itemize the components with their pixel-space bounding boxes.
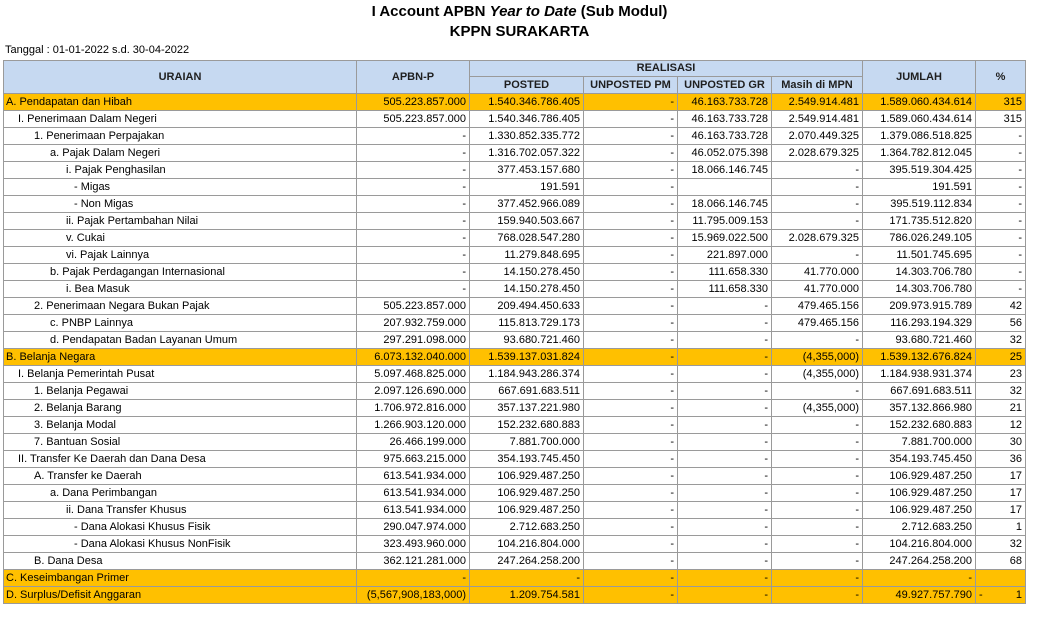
cell-unposted-gr: - — [678, 298, 772, 315]
cell-apbnp: - — [357, 570, 470, 587]
cell-jumlah: 11.501.745.695 — [863, 247, 976, 264]
cell-unposted-pm: - — [584, 213, 678, 230]
cell-unposted-gr: - — [678, 451, 772, 468]
cell-unposted-pm: - — [584, 315, 678, 332]
table-row — [4, 519, 1026, 536]
cell-apbnp: 613.541.934.000 — [357, 485, 470, 502]
cell-pct — [976, 570, 1026, 587]
cell-uraian: ii. Dana Transfer Khusus — [4, 502, 357, 519]
cell-unposted-gr: 46.163.733.728 — [678, 111, 772, 128]
cell-apbnp: 207.932.759.000 — [357, 315, 470, 332]
cell-unposted-pm: - — [584, 332, 678, 349]
cell-pct: 32 — [976, 536, 1026, 553]
cell-apbnp: - — [357, 162, 470, 179]
cell-pct: 30 — [976, 434, 1026, 451]
cell-posted: 2.712.683.250 — [470, 519, 584, 536]
cell-masih-mpn: (4,355,000) — [772, 349, 863, 366]
cell-masih-mpn: 2.028.679.325 — [772, 230, 863, 247]
cell-apbnp: 613.541.934.000 — [357, 502, 470, 519]
cell-unposted-pm: - — [584, 162, 678, 179]
cell-posted: 667.691.683.511 — [470, 383, 584, 400]
cell-jumlah: 7.881.700.000 — [863, 434, 976, 451]
cell-apbnp: - — [357, 196, 470, 213]
table-row — [4, 434, 1026, 451]
cell-jumlah: 1.364.782.812.045 — [863, 145, 976, 162]
cell-masih-mpn: - — [772, 247, 863, 264]
col-unposted-gr: UNPOSTED GR — [678, 77, 772, 94]
cell-posted: 354.193.745.450 — [470, 451, 584, 468]
cell-masih-mpn: (4,355,000) — [772, 366, 863, 383]
cell-uraian: 7. Bantuan Sosial — [4, 434, 357, 451]
cell-masih-mpn: - — [772, 451, 863, 468]
cell-jumlah: 1.184.938.931.374 — [863, 366, 976, 383]
table-row — [4, 179, 1026, 196]
cell-apbnp: - — [357, 145, 470, 162]
cell-posted: 768.028.547.280 — [470, 230, 584, 247]
cell-jumlah: 116.293.194.329 — [863, 315, 976, 332]
table-row — [4, 315, 1026, 332]
cell-pct: - — [976, 281, 1026, 298]
table-row — [4, 570, 1026, 587]
cell-apbnp: - — [357, 264, 470, 281]
table-row — [4, 332, 1026, 349]
cell-unposted-gr: 46.163.733.728 — [678, 94, 772, 111]
cell-uraian: 1. Belanja Pegawai — [4, 383, 357, 400]
cell-posted: 7.881.700.000 — [470, 434, 584, 451]
cell-unposted-gr: 111.658.330 — [678, 281, 772, 298]
cell-masih-mpn: 2.028.679.325 — [772, 145, 863, 162]
cell-masih-mpn: 479.465.156 — [772, 298, 863, 315]
cell-pct: 36 — [976, 451, 1026, 468]
cell-uraian: i. Bea Masuk — [4, 281, 357, 298]
cell-posted: 11.279.848.695 — [470, 247, 584, 264]
cell-masih-mpn: - — [772, 417, 863, 434]
cell-masih-mpn: 41.770.000 — [772, 281, 863, 298]
cell-pct: 17 — [976, 485, 1026, 502]
cell-unposted-gr: 221.897.000 — [678, 247, 772, 264]
cell-unposted-gr: - — [678, 570, 772, 587]
cell-uraian: 1. Penerimaan Perpajakan — [4, 128, 357, 145]
cell-jumlah: 191.591 — [863, 179, 976, 196]
cell-uraian: I. Belanja Pemerintah Pusat — [4, 366, 357, 383]
cell-unposted-pm: - — [584, 434, 678, 451]
cell-jumlah: 395.519.112.834 — [863, 196, 976, 213]
cell-uraian: c. PNBP Lainnya — [4, 315, 357, 332]
cell-apbnp: 975.663.215.000 — [357, 451, 470, 468]
table-row — [4, 587, 1026, 604]
cell-posted: 1.316.702.057.322 — [470, 145, 584, 162]
cell-posted: 1.540.346.786.405 — [470, 111, 584, 128]
cell-pct: 21 — [976, 400, 1026, 417]
cell-masih-mpn: - — [772, 587, 863, 604]
cell-unposted-pm: - — [584, 298, 678, 315]
cell-unposted-pm: - — [584, 179, 678, 196]
cell-pct: - — [976, 213, 1026, 230]
cell-apbnp: 297.291.098.000 — [357, 332, 470, 349]
cell-pct: 1 — [976, 519, 1026, 536]
cell-pct: - — [976, 247, 1026, 264]
cell-unposted-pm: - — [584, 111, 678, 128]
cell-unposted-pm: - — [584, 519, 678, 536]
cell-masih-mpn: - — [772, 213, 863, 230]
cell-pct: - — [976, 179, 1026, 196]
cell-unposted-gr: 15.969.022.500 — [678, 230, 772, 247]
cell-jumlah: 14.303.706.780 — [863, 264, 976, 281]
cell-pct: - — [976, 162, 1026, 179]
table-row — [4, 502, 1026, 519]
cell-unposted-pm: - — [584, 536, 678, 553]
table-row — [4, 553, 1026, 570]
cell-unposted-gr: - — [678, 536, 772, 553]
cell-masih-mpn: - — [772, 485, 863, 502]
cell-uraian: - Dana Alokasi Khusus NonFisik — [4, 536, 357, 553]
cell-uraian: B. Dana Desa — [4, 553, 357, 570]
cell-uraian: v. Cukai — [4, 230, 357, 247]
cell-jumlah: 1.589.060.434.614 — [863, 94, 976, 111]
table-row — [4, 196, 1026, 213]
table-row — [4, 400, 1026, 417]
cell-uraian: A. Transfer ke Daerah — [4, 468, 357, 485]
table-row — [4, 111, 1026, 128]
cell-uraian: a. Dana Perimbangan — [4, 485, 357, 502]
cell-unposted-pm: - — [584, 417, 678, 434]
cell-apbnp: (5,567,908,183,000) — [357, 587, 470, 604]
cell-jumlah: 1.379.086.518.825 — [863, 128, 976, 145]
cell-masih-mpn: - — [772, 553, 863, 570]
table-row — [4, 247, 1026, 264]
table-row — [4, 485, 1026, 502]
cell-unposted-gr: 11.795.009.153 — [678, 213, 772, 230]
cell-pct: 17 — [976, 468, 1026, 485]
apbn-table — [3, 60, 1026, 604]
cell-uraian: 2. Belanja Barang — [4, 400, 357, 417]
cell-apbnp: 5.097.468.825.000 — [357, 366, 470, 383]
cell-unposted-pm: - — [584, 485, 678, 502]
cell-masih-mpn: 479.465.156 — [772, 315, 863, 332]
cell-unposted-gr: - — [678, 366, 772, 383]
cell-uraian: II. Transfer Ke Daerah dan Dana Desa — [4, 451, 357, 468]
cell-uraian: - Non Migas — [4, 196, 357, 213]
cell-apbnp: - — [357, 281, 470, 298]
cell-unposted-gr: 46.163.733.728 — [678, 128, 772, 145]
col-masih-mpn: Masih di MPN — [772, 77, 863, 94]
cell-uraian: D. Surplus/Defisit Anggaran — [4, 587, 357, 604]
col-unposted-pm: UNPOSTED PM — [584, 77, 678, 94]
cell-posted: 106.929.487.250 — [470, 468, 584, 485]
cell-masih-mpn: - — [772, 162, 863, 179]
cell-posted: 159.940.503.667 — [470, 213, 584, 230]
cell-unposted-gr: - — [678, 502, 772, 519]
col-realisasi: REALISASI — [470, 61, 863, 77]
cell-pct: 315 — [976, 111, 1026, 128]
cell-posted: 377.452.966.089 — [470, 196, 584, 213]
cell-unposted-pm: - — [584, 383, 678, 400]
cell-unposted-gr: 18.066.146.745 — [678, 162, 772, 179]
cell-unposted-pm: - — [584, 128, 678, 145]
cell-unposted-pm: - — [584, 502, 678, 519]
cell-pct: - — [976, 230, 1026, 247]
cell-masih-mpn: 2.549.914.481 — [772, 94, 863, 111]
cell-jumlah: 152.232.680.883 — [863, 417, 976, 434]
cell-apbnp: 1.266.903.120.000 — [357, 417, 470, 434]
cell-posted: 1.209.754.581 — [470, 587, 584, 604]
cell-jumlah: 395.519.304.425 — [863, 162, 976, 179]
cell-jumlah: 14.303.706.780 — [863, 281, 976, 298]
cell-apbnp: 1.706.972.816.000 — [357, 400, 470, 417]
cell-masih-mpn: - — [772, 383, 863, 400]
cell-apbnp: - — [357, 179, 470, 196]
cell-pct: 12 — [976, 417, 1026, 434]
cell-unposted-gr: - — [678, 332, 772, 349]
cell-posted: 357.137.221.980 — [470, 400, 584, 417]
col-posted: POSTED — [470, 77, 584, 94]
cell-unposted-gr: - — [678, 383, 772, 400]
cell-unposted-gr: - — [678, 519, 772, 536]
cell-unposted-pm: - — [584, 264, 678, 281]
table-row — [4, 94, 1026, 111]
table-row — [4, 468, 1026, 485]
col-uraian: URAIAN — [4, 61, 357, 94]
cell-unposted-pm: - — [584, 570, 678, 587]
cell-pct: 32 — [976, 383, 1026, 400]
cell-unposted-pm: - — [584, 553, 678, 570]
cell-apbnp: 290.047.974.000 — [357, 519, 470, 536]
cell-unposted-pm: - — [584, 145, 678, 162]
cell-unposted-pm: - — [584, 349, 678, 366]
cell-posted: 209.494.450.633 — [470, 298, 584, 315]
cell-masih-mpn: (4,355,000) — [772, 400, 863, 417]
cell-posted: 1.184.943.286.374 — [470, 366, 584, 383]
cell-pct-prefix: - — [979, 589, 983, 601]
cell-unposted-pm: - — [584, 451, 678, 468]
cell-posted: 115.813.729.173 — [470, 315, 584, 332]
table-row — [4, 417, 1026, 434]
cell-masih-mpn: - — [772, 570, 863, 587]
cell-jumlah: 247.264.258.200 — [863, 553, 976, 570]
cell-posted: 14.150.278.450 — [470, 281, 584, 298]
cell-unposted-pm: - — [584, 247, 678, 264]
cell-unposted-gr: - — [678, 400, 772, 417]
cell-jumlah: 357.132.866.980 — [863, 400, 976, 417]
cell-uraian: C. Keseimbangan Primer — [4, 570, 357, 587]
cell-apbnp: 362.121.281.000 — [357, 553, 470, 570]
cell-pct: 42 — [976, 298, 1026, 315]
cell-masih-mpn: - — [772, 536, 863, 553]
cell-jumlah: 93.680.721.460 — [863, 332, 976, 349]
cell-uraian: b. Pajak Perdagangan Internasional — [4, 264, 357, 281]
cell-uraian: 3. Belanja Modal — [4, 417, 357, 434]
cell-uraian: 2. Penerimaan Negara Bukan Pajak — [4, 298, 357, 315]
cell-jumlah: 49.927.757.790 — [863, 587, 976, 604]
cell-uraian: I. Penerimaan Dalam Negeri — [4, 111, 357, 128]
cell-jumlah: 171.735.512.820 — [863, 213, 976, 230]
cell-masih-mpn: - — [772, 434, 863, 451]
cell-jumlah: 106.929.487.250 — [863, 485, 976, 502]
cell-pct: - — [976, 128, 1026, 145]
cell-jumlah: 106.929.487.250 — [863, 502, 976, 519]
table-row — [4, 162, 1026, 179]
cell-jumlah: 1.539.132.676.824 — [863, 349, 976, 366]
report-title: I Account APBN Year to Date (Sub Modul) — [371, 3, 668, 20]
table-row — [4, 281, 1026, 298]
cell-unposted-gr: - — [678, 434, 772, 451]
cell-apbnp: - — [357, 247, 470, 264]
cell-uraian: a. Pajak Dalam Negeri — [4, 145, 357, 162]
cell-masih-mpn: - — [772, 519, 863, 536]
cell-unposted-gr: 46.052.075.398 — [678, 145, 772, 162]
col-apbnp: APBN-P — [357, 61, 470, 94]
cell-unposted-gr: - — [678, 587, 772, 604]
cell-uraian: vi. Pajak Lainnya — [4, 247, 357, 264]
cell-apbnp: - — [357, 230, 470, 247]
table-row — [4, 536, 1026, 553]
cell-uraian: ii. Pajak Pertambahan Nilai — [4, 213, 357, 230]
table-row — [4, 383, 1026, 400]
table-body — [4, 94, 1026, 604]
cell-uraian: B. Belanja Negara — [4, 349, 357, 366]
cell-apbnp: 323.493.960.000 — [357, 536, 470, 553]
cell-posted: 1.330.852.335.772 — [470, 128, 584, 145]
table-row — [4, 264, 1026, 281]
cell-pct: - — [976, 264, 1026, 281]
cell-pct: 17 — [976, 502, 1026, 519]
cell-pct: 68 — [976, 553, 1026, 570]
cell-uraian: A. Pendapatan dan Hibah — [4, 94, 357, 111]
cell-posted: 1.539.137.031.824 — [470, 349, 584, 366]
cell-unposted-gr: - — [678, 553, 772, 570]
cell-unposted-gr: - — [678, 485, 772, 502]
cell-unposted-gr: - — [678, 349, 772, 366]
table-row — [4, 230, 1026, 247]
cell-masih-mpn: - — [772, 502, 863, 519]
cell-masih-mpn: - — [772, 179, 863, 196]
cell-jumlah: 104.216.804.000 — [863, 536, 976, 553]
cell-unposted-pm: - — [584, 468, 678, 485]
cell-masih-mpn: 2.549.914.481 — [772, 111, 863, 128]
cell-jumlah: 1.589.060.434.614 — [863, 111, 976, 128]
cell-uraian: - Migas — [4, 179, 357, 196]
cell-uraian: - Dana Alokasi Khusus Fisik — [4, 519, 357, 536]
cell-pct: 23 — [976, 366, 1026, 383]
cell-unposted-gr: - — [678, 468, 772, 485]
cell-unposted-gr: 18.066.146.745 — [678, 196, 772, 213]
table-row — [4, 298, 1026, 315]
cell-masih-mpn: 41.770.000 — [772, 264, 863, 281]
cell-jumlah: 354.193.745.450 — [863, 451, 976, 468]
cell-posted: 106.929.487.250 — [470, 502, 584, 519]
cell-posted: 191.591 — [470, 179, 584, 196]
cell-unposted-gr: 111.658.330 — [678, 264, 772, 281]
cell-masih-mpn: - — [772, 468, 863, 485]
cell-pct: 315 — [976, 94, 1026, 111]
cell-apbnp: 505.223.857.000 — [357, 94, 470, 111]
cell-unposted-pm: - — [584, 400, 678, 417]
cell-pct: - — [976, 196, 1026, 213]
table-row — [4, 451, 1026, 468]
cell-masih-mpn: - — [772, 196, 863, 213]
cell-unposted-gr: - — [678, 417, 772, 434]
cell-apbnp: 26.466.199.000 — [357, 434, 470, 451]
cell-jumlah: 786.026.249.105 — [863, 230, 976, 247]
cell-unposted-pm: - — [584, 94, 678, 111]
cell-jumlah: - — [863, 570, 976, 587]
cell-unposted-pm: - — [584, 230, 678, 247]
cell-masih-mpn: 2.070.449.325 — [772, 128, 863, 145]
table-row — [4, 128, 1026, 145]
cell-apbnp: 2.097.126.690.000 — [357, 383, 470, 400]
cell-jumlah: 209.973.915.789 — [863, 298, 976, 315]
cell-pct: 32 — [976, 332, 1026, 349]
cell-posted: 93.680.721.460 — [470, 332, 584, 349]
cell-posted: - — [470, 570, 584, 587]
cell-pct — [976, 587, 1026, 604]
cell-unposted-gr — [678, 179, 772, 196]
cell-unposted-pm: - — [584, 281, 678, 298]
cell-unposted-pm: - — [584, 366, 678, 383]
cell-posted: 104.216.804.000 — [470, 536, 584, 553]
cell-uraian: i. Pajak Penghasilan — [4, 162, 357, 179]
cell-jumlah: 2.712.683.250 — [863, 519, 976, 536]
cell-pct: 56 — [976, 315, 1026, 332]
cell-unposted-pm: - — [584, 196, 678, 213]
cell-apbnp: 505.223.857.000 — [357, 111, 470, 128]
cell-apbnp: 505.223.857.000 — [357, 298, 470, 315]
cell-apbnp: 6.073.132.040.000 — [357, 349, 470, 366]
date-range: Tanggal : 01-01-2022 s.d. 30-04-2022 — [5, 44, 190, 56]
cell-jumlah: 667.691.683.511 — [863, 383, 976, 400]
cell-pct-value: 1 — [1015, 589, 1022, 601]
cell-pct: 25 — [976, 349, 1026, 366]
cell-posted: 152.232.680.883 — [470, 417, 584, 434]
report-subtitle: KPPN SURAKARTA — [449, 23, 590, 40]
table-row — [4, 349, 1026, 366]
cell-jumlah: 106.929.487.250 — [863, 468, 976, 485]
table-row — [4, 366, 1026, 383]
cell-posted: 106.929.487.250 — [470, 485, 584, 502]
cell-posted: 14.150.278.450 — [470, 264, 584, 281]
cell-masih-mpn: - — [772, 332, 863, 349]
col-jumlah: JUMLAH — [863, 61, 976, 94]
table-row — [4, 213, 1026, 230]
cell-apbnp: - — [357, 128, 470, 145]
col-pct: % — [976, 61, 1026, 94]
cell-posted: 377.453.157.680 — [470, 162, 584, 179]
cell-posted: 1.540.346.786.405 — [470, 94, 584, 111]
cell-unposted-gr: - — [678, 315, 772, 332]
cell-posted: 247.264.258.200 — [470, 553, 584, 570]
cell-apbnp: - — [357, 213, 470, 230]
cell-apbnp: 613.541.934.000 — [357, 468, 470, 485]
cell-unposted-pm: - — [584, 587, 678, 604]
cell-uraian: d. Pendapatan Badan Layanan Umum — [4, 332, 357, 349]
cell-pct: - — [976, 145, 1026, 162]
table-row — [4, 145, 1026, 162]
